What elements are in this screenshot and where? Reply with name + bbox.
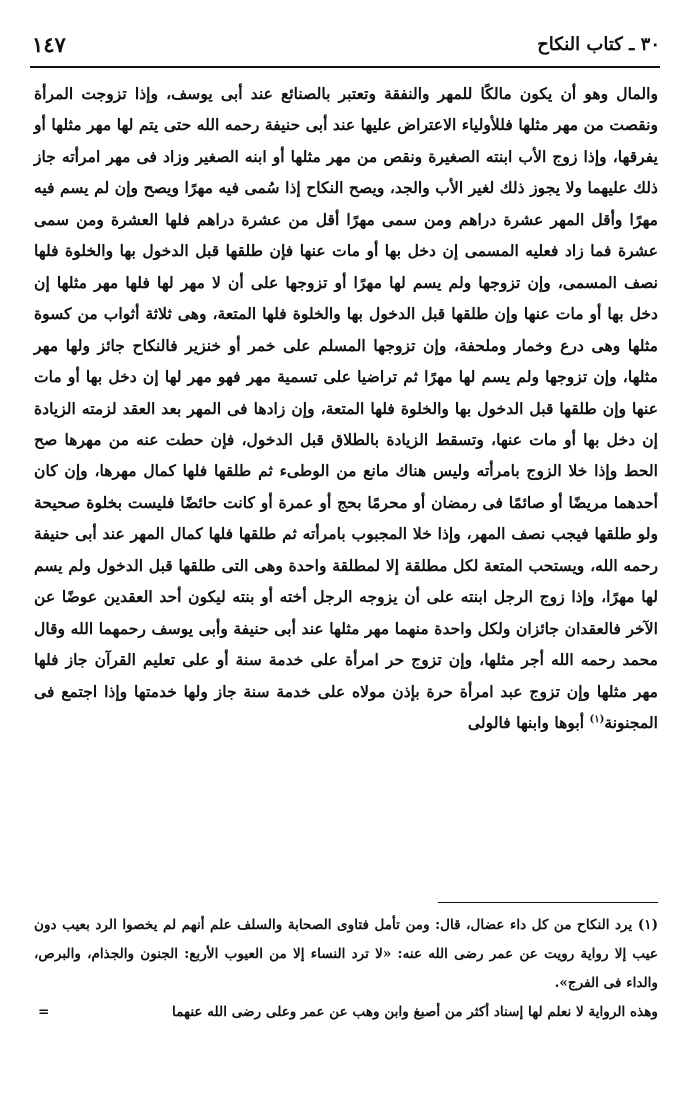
footnote-marker: (١) — [589, 713, 605, 725]
continuation-mark: = — [38, 1004, 50, 1020]
footnotes — [34, 911, 658, 1027]
chapter-title: ٣٠ ـ كتاب النكاح — [537, 34, 660, 55]
paragraph-text: والمال وهو أن يكون مالكًا للمهر والنفقة وتعتبر بالصنائع عند أبى يوسف، وإذا تزوجت المرأة ونقصت من مهر مثلها فللأولياء الاعتراض عليها عند أبى حنيفة رحمه الله حتى يتم لها مهر مثلها أو يفرقها، وإذا زوج الأب ابنته الصغيرة ونقص من مهر مثلها أو ابنه الصغير وزاد فى مهر امرأته جاز ذلك عليهما ولا يجوز ذلك لغير الأب والجد، ويصح النكاح إذا سُمى فيه مهرًا ويصح وإن لم يسم فيه مهرًا وأقل المهر عشرة دراهم ومن سمى مهرًا أقل من عشرة دراهم فلها العشرة ومن سمى عشرة فما زاد فعليه المسمى إن دخل بها أو مات عنها فإن طلقها قبل الدخول بها والخلوة فلها نصف المسمى، وإن تزوجها ولم يسم لها مهرًا أو تزوجها على أن لا مهر لها فلها مهر مثلها إن دخل بها أو مات عنها وإن طلقها قبل الدخول بها والخلوة فلها المتعة، وهى ثلاثة أثواب من كسوة مثلها وهى درع وخمار وملحفة، وإن تزوجها المسلم على خمر أو خنزير فالنكاح جائز ولها مهر مثلها، وإن تزوجها ولم يسم لها مهرًا ثم تراضيا على تسمية مهر فهو مهر لها إن دخل بها أو مات عنها وإن طلقها قبل الدخول بها والخلوة فلها المتعة، وإن زادها فى المهر بعد العقد لزمته الزيادة إن دخل بها أو مات عنها، وتسقط الزيادة بالطلاق قبل الدخول، فإن حطت عنه من مهرها صح الحط وإذا خلا الزوج بامرأته وليس هناك مانع من الوطىء ثم طلقها فلها كمال مهرها، وإن كان أحدهما مريضًا أو صائمًا فى رمضان أو محرمًا بحج أو عمرة أو كانت حائضًا فليست بخلوة صحيحة ولو طلقها فيجب نصف المهر، وإذا خلا المجبوب بامرأته ثم طلقها فلها كمال المهر عند أبى حنيفة رحمه الله، ويستحب المتعة لكل مطلقة إلا لمطلقة واحدة وهى التى طلقها قبل الدخول ولم يسم لها مهرًا، وإذا زوج الرجل ابنته على أن يزوجه الرجل أخته أو بنته ليكون أحد العقدين عوضًا عن الآخر فالعقدان جائزان ولكل واحدة منهما مهر مثلها عند أبى حنيفة وأبى يوسف رحمهما الله وقال محمد رحمه الله أجر مثلها، وإن تزوج حر امرأة على خدمة سنة أو على تعليم القرآن جاز فلها مهر مثلها وإن تزوج عبد امرأة حرة بإذن مولاه على خدمة سنة جاز ولها خدمتها وإذا اجتمع فى المجنونة — [34, 84, 658, 733]
main-paragraph — [34, 78, 658, 739]
paragraph-text-end: أبوها وابنها فالولى — [467, 713, 585, 733]
footnote-separator — [438, 902, 658, 903]
page-header — [30, 30, 660, 64]
header-rule — [30, 66, 660, 68]
main-text — [34, 78, 658, 739]
footnote-text: وهذه الرواية لا نعلم لها إسناد أكثر من أصبغ وابن وهب عن عمر وعلى رضى الله عنهما — [172, 1004, 658, 1020]
footnote-1: (١) يرد النكاح من كل داء عضال، قال: ومن تأمل فتاوى الصحابة والسلف علم أنهم لم يخصوا الرد بعيب دون عيب إلا رواية رويت عن عمر رضى الله عنه: «لا ترد النساء إلا من العيوب الأربع: الجنون والجذام، والبرص، والداء فى الفرج». — [34, 917, 658, 991]
footnote-1-continued — [34, 998, 658, 1027]
page-number: ١٤٧ — [32, 32, 66, 57]
